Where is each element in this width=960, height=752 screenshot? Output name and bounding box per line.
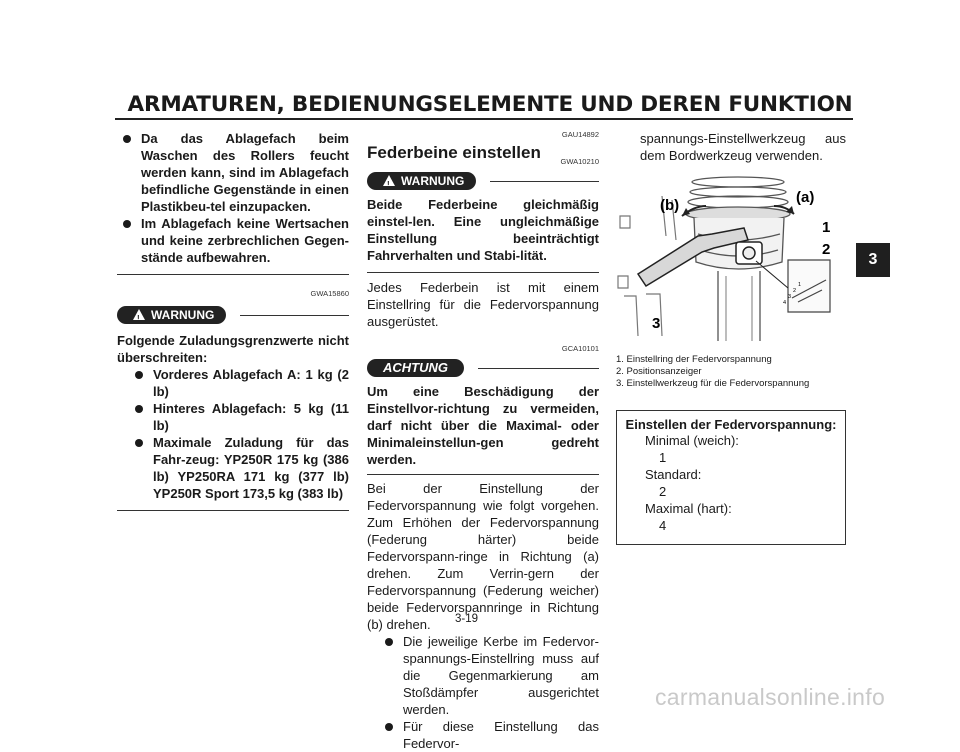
storage-notes: [117, 130, 349, 266]
ref-code: GCA10101: [561, 344, 599, 353]
setting-min-value: 1: [659, 450, 667, 465]
section-rule: [117, 510, 349, 511]
badge-rule: [240, 315, 349, 316]
warning-intro: Folgende Zuladungsgrenzwerte nicht überschreiten:: [117, 333, 349, 365]
caption-1: 1. Einstellring der Federvorspannung: [616, 354, 772, 365]
caution-header: [367, 359, 599, 377]
scale-mark-4: 4: [783, 300, 787, 306]
caption-3: 3. Einstellwerkzeug für die Federvorspannung: [616, 378, 810, 389]
list-item: Da das Ablagefach beim Waschen des Rollers feucht werden kann, sind im Ablagefach befindliche Gegenstände in einen Plastikbeu-tel einzupacken.: [117, 130, 349, 215]
bullet-icon: [385, 638, 393, 646]
bullet-icon: [123, 135, 131, 143]
column-3: [616, 130, 846, 545]
ref-code: GAU14892: [561, 130, 599, 139]
warning-triangle-icon: [383, 175, 395, 186]
continuation-text: spannungs-Einstellwerkzeug aus dem Bordwerkzeug verwenden.: [640, 131, 846, 163]
list-item: Für diese Einstellung das Federvor-: [379, 718, 599, 752]
list-item: Die jeweilige Kerbe im Federvor-spannungs-Einstellring muss auf die Gegenmarkierung am Stoßdämpfer ausgerichtet werden.: [379, 633, 599, 718]
badge-rule: [490, 181, 599, 182]
bullet-icon: [123, 220, 131, 228]
caution-text: Um eine Beschädigung der Einstellvor-richtung zu vermeiden, darf nicht über die Maximal- oder Minimaleinstellun-gen gedreht werden.: [367, 384, 599, 467]
shock-absorber-illustration: [616, 176, 844, 348]
callout-3: 3: [652, 315, 661, 332]
warning-badge: !WARNUNG: [367, 172, 476, 190]
section-heading: Federbeine einstellen: [367, 143, 541, 162]
direction-label-a: (a): [796, 189, 815, 206]
figure-captions: [616, 354, 846, 390]
column-2: [367, 130, 599, 752]
list-item: Hinteres Ablagefach: 5 kg (11 lb): [129, 400, 349, 434]
scale-mark-3: 3: [788, 294, 792, 300]
watermark: carmanualsonline.info: [655, 684, 886, 710]
warning-header: [117, 306, 349, 324]
direction-label-b: (b): [660, 197, 680, 214]
badge-rule: [478, 368, 599, 369]
chapter-tab: 3: [856, 243, 890, 277]
setting-max-value: 4: [659, 518, 667, 533]
procedure-notes: [367, 633, 599, 752]
caption-2: 2. Positionsanzeiger: [616, 366, 702, 377]
load-limits: [117, 366, 349, 502]
warning-badge: !WARNUNG: [117, 306, 226, 324]
header-rule: [115, 118, 853, 120]
warning-triangle-icon: [133, 309, 145, 320]
setting-std-value: 2: [659, 484, 667, 499]
ref-code: GWA15860: [310, 289, 349, 298]
list-item: Maximale Zuladung für das Fahr-zeug: YP250R 175 kg (386 lb) YP250RA 171 kg (377 lb) YP250R Sport 173,5 kg (383 lb): [129, 434, 349, 502]
bullet-icon: [135, 405, 143, 413]
callout-2: 2: [822, 241, 831, 258]
page-header: ARMATUREN, BEDIENUNGSELEMENTE UND DEREN FUNKTION: [127, 92, 853, 117]
settings-title: Einstellen der Federvorspannung:: [625, 417, 837, 432]
settings-box: [616, 410, 846, 545]
scale-mark-1: 1: [798, 282, 802, 288]
warning-text: Beide Federbeine gleichmäßig einstel-len. Eine ungleichmäßige Einstellung beeinträchtigt Fahrverhalten und Stabi-lität.: [367, 197, 599, 263]
scale-mark-2: 2: [793, 288, 797, 294]
setting-min-label: Minimal (weich):: [645, 433, 739, 448]
callout-1: 1: [822, 219, 831, 236]
intro-text: Jedes Federbein ist mit einem Einstellring für die Federvorspannung ausgerüstet.: [367, 280, 599, 329]
ref-code: GWA10210: [560, 157, 599, 166]
body-text: Bei der Einstellung der Federvorspannung wie folgt vorgehen. Zum Erhöhen der Federvorspannung (Federung härter) beide Federvorspann-ringe in Richtung (a) drehen. Zum Verrin-gern der Federvorspannung (Federung weicher) beide Federvorspannringe in Richtung (b) drehen.: [367, 481, 599, 632]
setting-std-label: Standard:: [645, 467, 702, 482]
setting-max-label: Maximal (hart):: [645, 501, 732, 516]
caution-badge: ACHTUNG: [367, 359, 464, 377]
bullet-icon: [135, 371, 143, 379]
bullet-icon: [385, 723, 393, 731]
warning-header: [367, 172, 599, 190]
section-rule: [117, 274, 349, 275]
list-item: Im Ablagefach keine Wertsachen und keine zerbrechlichen Gegen-stände aufbewahren.: [117, 215, 349, 266]
column-1: [117, 130, 349, 511]
page-number: 3-19: [455, 613, 479, 625]
bullet-icon: [135, 439, 143, 447]
section-rule: [367, 272, 599, 273]
section-rule: [367, 474, 599, 475]
list-item: Vorderes Ablagefach A: 1 kg (2 lb): [129, 366, 349, 400]
